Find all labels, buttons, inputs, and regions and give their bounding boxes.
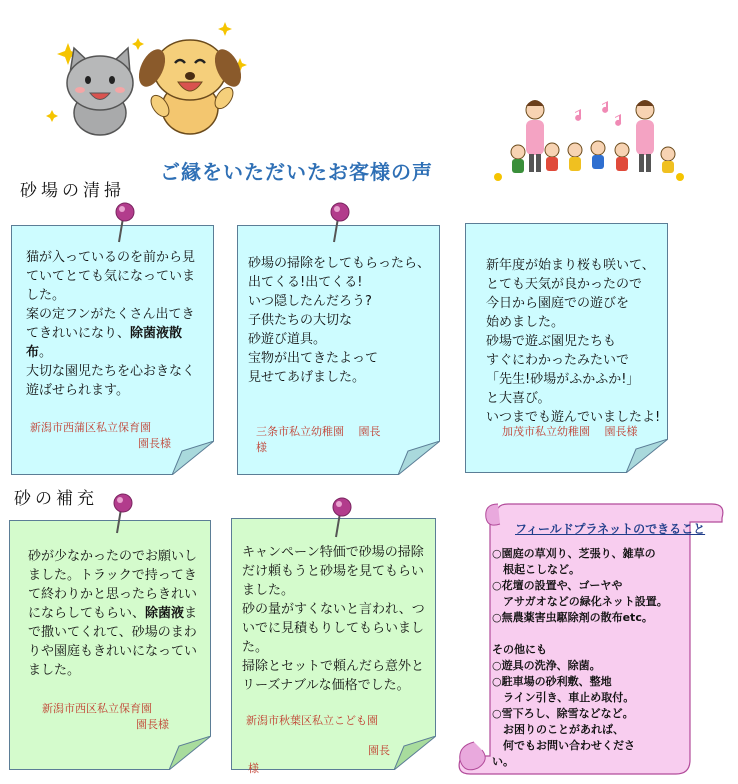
page-curl-icon — [394, 736, 436, 770]
page-curl-icon — [172, 441, 214, 475]
dog-icon — [134, 40, 247, 134]
teachers-and-children-illustration — [490, 92, 690, 187]
testimonial-signature: 新潟市西蒲区私立保育園 — [30, 421, 151, 434]
testimonial-text: キャンペーン特価で砂場の掃除だけ頼もうと砂場を見てもらいました。 砂の量がすくないと言われ、ついでに見積もりしてもらいました。 掃除とセットで頼んだら意外とリーズナブルな価格でした。 — [242, 545, 425, 693]
testimonial-text: 砂が少なかったのでお願いしました。トラックで持ってきて終わりかと思ったらきれいにならしてもらい、除菌液まで撒いてくれて、砂場のまわりや園庭もきれいになっていました。 — [28, 549, 198, 678]
testimonial-text: 猫が入っているのを前から見ていてとても気になっていました。 案の定フンがたくさん出てきてきれいになり、除菌液散布。 大切な園児たちを心おきなく遊ばせられます。 — [26, 250, 196, 398]
testimonial-signature: 園長様 — [138, 437, 171, 450]
teacher-icon — [526, 100, 544, 172]
testimonial-signature: 園長様 — [136, 718, 169, 731]
pushpin-icon — [110, 200, 140, 245]
cat-and-dog-illustration — [40, 18, 250, 143]
testimonial-signature: 様 — [256, 441, 267, 454]
page-curl-icon — [169, 736, 211, 770]
testimonial-text: 新年度が始まり桜も咲いて、 とても天気が良かったので 今日から園庭での遊びを 始めました。 砂場で遊ぶ園児たちも すぐにわかったみたいで 「先生!砂場がふかふか!」 と大喜び。 いつまでも遊んでいましたよ! — [486, 258, 661, 425]
scroll-heading: フィールドプラネットのできること — [515, 522, 706, 536]
section-label-refill: 砂の補充 — [14, 489, 98, 509]
testimonial-signature: 三条市私立幼稚園 園長 — [256, 425, 381, 438]
section-label-cleaning: 砂場の清掃 — [20, 181, 125, 201]
testimonial-card — [9, 520, 211, 770]
pushpin-icon — [108, 491, 138, 536]
testimonial-card — [231, 518, 436, 775]
page-title: ご縁をいただいたお客様の声 — [160, 160, 433, 184]
testimonial-signature: 様 — [248, 762, 259, 775]
teacher-icon — [636, 100, 654, 172]
services-list: ○園庭の草刈り、芝張り、雑草の 根起こしなど。 ○花壇の設置や、ゴーヤや アサガオなどの緑化ネット設置。 ○無農薬害虫駆除剤の散布etc。 その他にも ○遊具の洗浄、除菌。 ○駐車場の砂利敷、整地 ライン引き、車止め取付。 ○雪下ろし、除雪などなど。 お困りのことがあれば、 何でもお問い合わせくださ い。 — [492, 547, 668, 768]
testimonial-signature: 園長 — [368, 744, 390, 757]
testimonial-card — [465, 223, 668, 473]
page-curl-icon — [398, 441, 440, 475]
testimonial-card — [237, 225, 440, 475]
testimonial-signature: 新潟市西区私立保育園 — [42, 702, 152, 715]
testimonial-card — [11, 225, 214, 475]
pushpin-icon — [325, 200, 355, 245]
testimonial-signature: 加茂市私立幼稚園 園長様 — [502, 425, 638, 438]
testimonial-signature: 新潟市秋葉区私立こども園 — [246, 714, 378, 727]
pushpin-icon — [327, 495, 357, 540]
page-curl-icon — [626, 439, 668, 473]
testimonial-text: 砂場の掃除をしてもらったら、 出てくる!出てくる! いつ隠したんだろう? 子供たちの大切な 砂遊び道具。 宝物が出てきたよって 見せてあげました。 — [248, 256, 431, 385]
cat-icon — [67, 48, 133, 135]
